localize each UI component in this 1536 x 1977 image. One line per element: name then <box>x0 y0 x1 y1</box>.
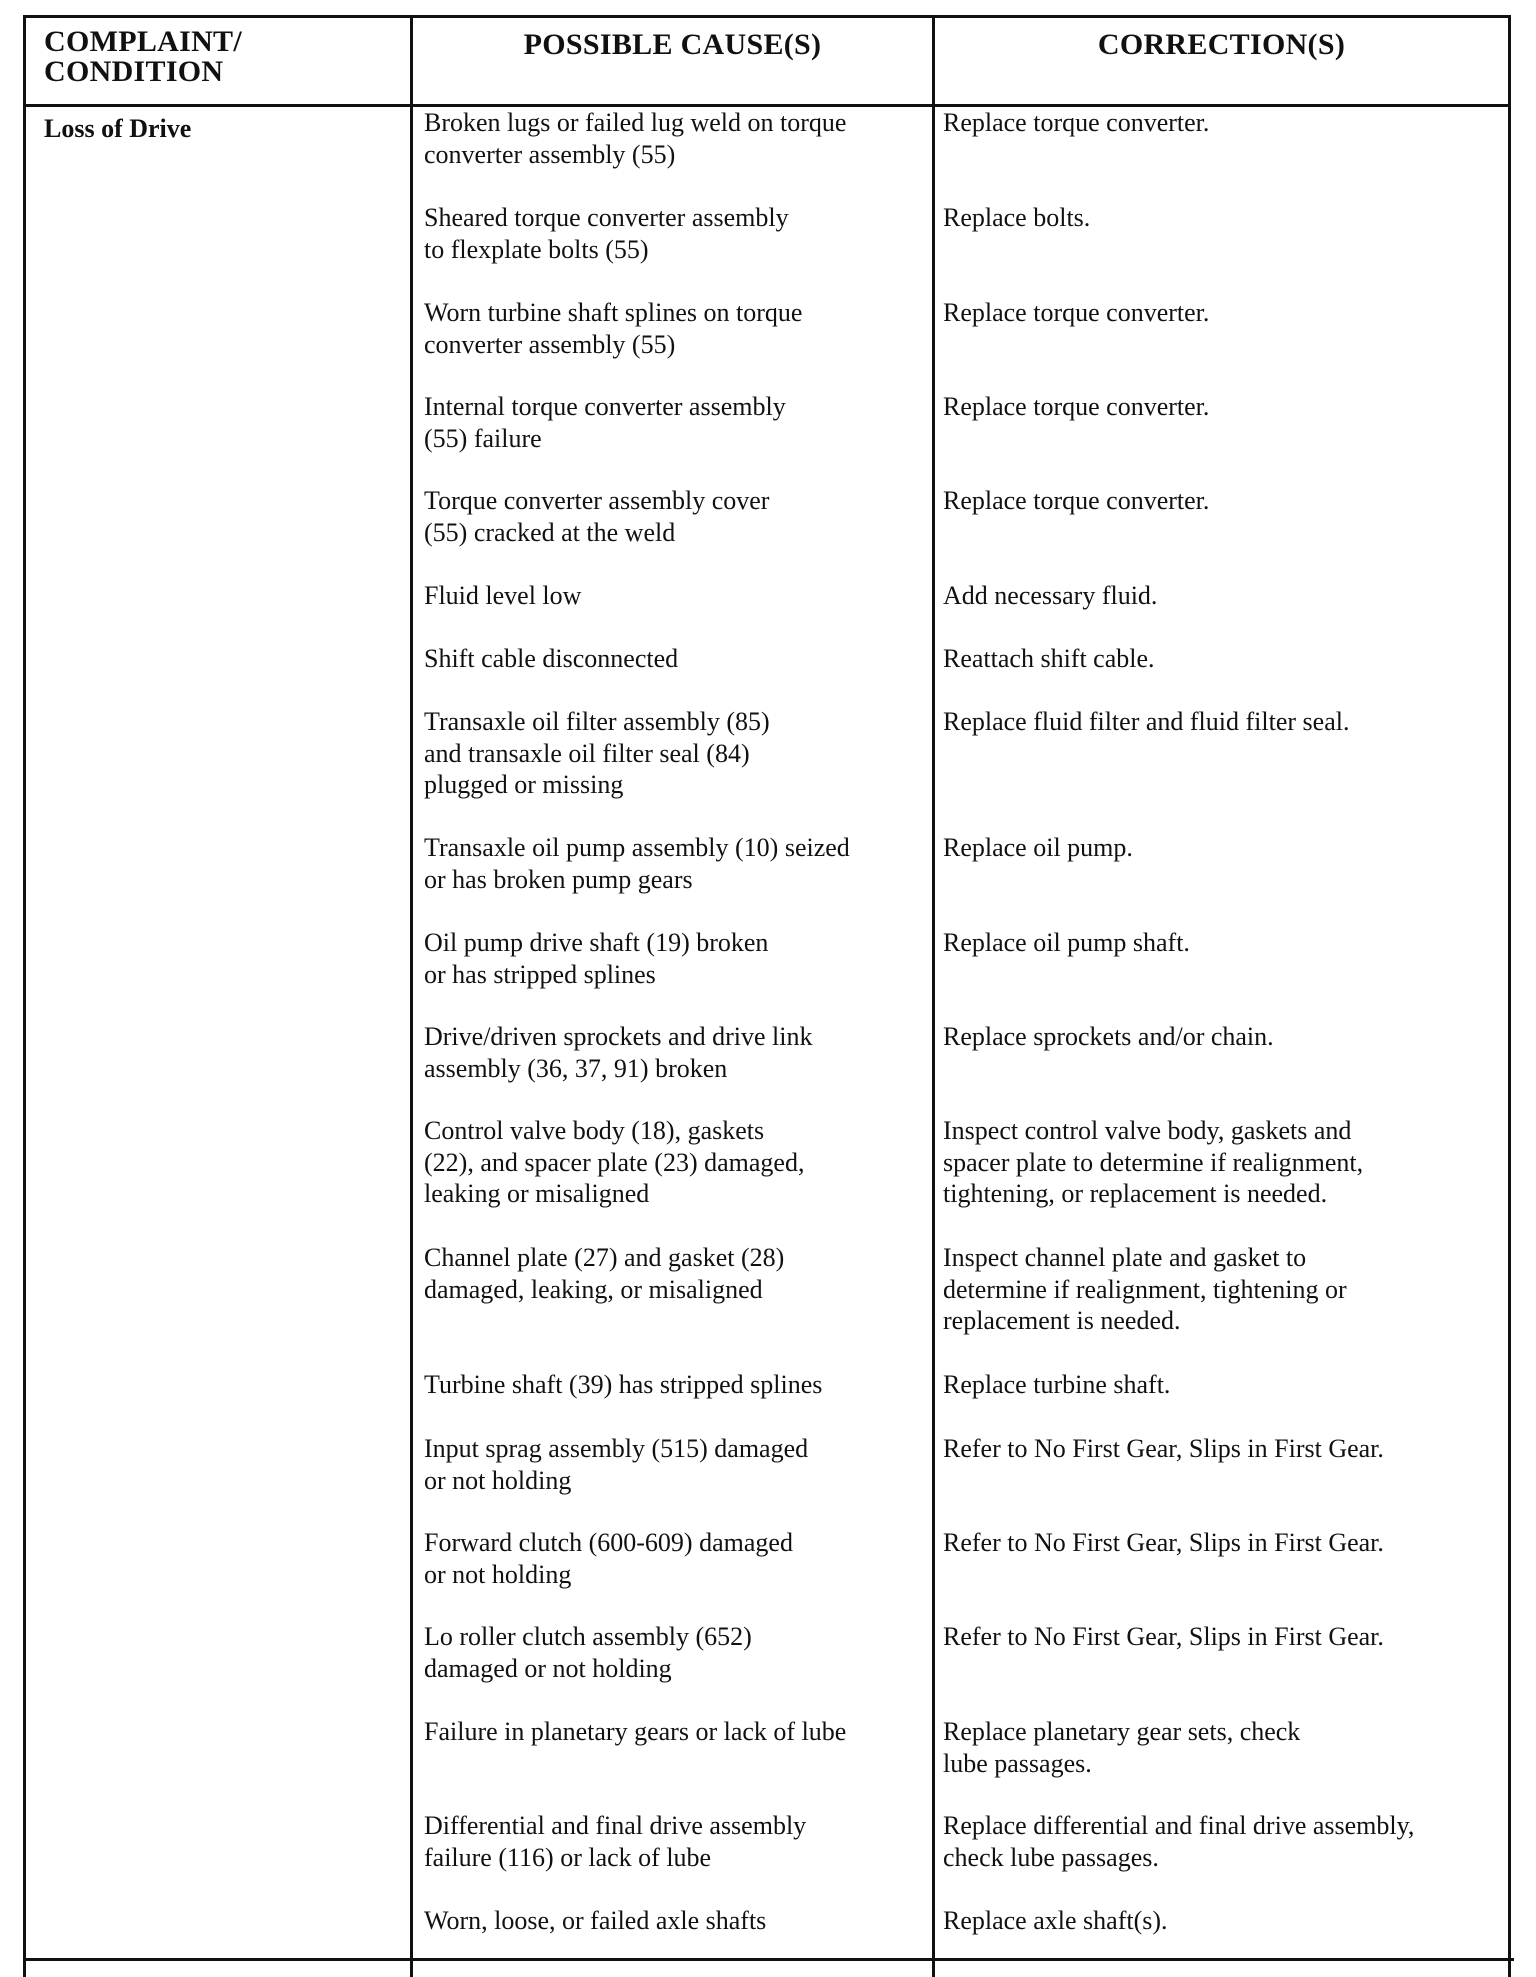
cause-cell: Transaxle oil filter assembly (85) and transaxle oil filter seal (84) plugged or missing <box>424 707 770 799</box>
cause-cell: Broken lugs or failed lug weld on torque converter assembly (55) <box>424 108 847 169</box>
header-condition-line: CONDITION <box>44 55 224 88</box>
cause-cell: Worn, loose, or failed axle shafts <box>424 1906 767 1935</box>
cause-cell: Failure in planetary gears or lack of lube <box>424 1717 847 1746</box>
correction-cell: Refer to No First Gear, Slips in First Gear. <box>943 1622 1384 1651</box>
cause-cell: Lo roller clutch assembly (652) damaged or not holding <box>424 1622 752 1683</box>
cause-cell: Drive/driven sprockets and drive link assembly (36, 37, 91) broken <box>424 1022 813 1083</box>
cause-cell: Sheared torque converter assembly to flexplate bolts (55) <box>424 203 789 264</box>
cause-cell: Shift cable disconnected <box>424 644 679 673</box>
correction-cell: Replace torque converter. <box>943 392 1210 421</box>
header-complaint-line: COMPLAINT/ <box>44 25 242 58</box>
column-divider <box>932 18 935 1977</box>
correction-cell: Refer to No First Gear, Slips in First Gear. <box>943 1434 1384 1463</box>
header-corrections: CORRECTION(S) <box>1097 28 1346 61</box>
column-divider <box>410 18 413 1977</box>
correction-cell: Inspect channel plate and gasket to determine if realignment, tightening or replacement is needed. <box>943 1243 1347 1335</box>
correction-cell: Refer to No First Gear, Slips in First Gear. <box>943 1528 1384 1557</box>
cause-cell: Internal torque converter assembly (55) failure <box>424 392 786 453</box>
cause-cell: Transaxle oil pump assembly (10) seized or has broken pump gears <box>424 833 850 894</box>
correction-cell: Replace differential and final drive assembly, check lube passages. <box>943 1811 1415 1872</box>
correction-cell: Replace turbine shaft. <box>943 1370 1171 1399</box>
correction-cell: Replace bolts. <box>943 203 1091 232</box>
correction-cell: Replace torque converter. <box>943 486 1210 515</box>
correction-cell: Replace torque converter. <box>943 108 1210 137</box>
correction-cell: Replace sprockets and/or chain. <box>943 1022 1274 1051</box>
table-header <box>26 18 1508 107</box>
cause-cell: Torque converter assembly cover (55) cracked at the weld <box>424 486 770 547</box>
header-complaint-condition <box>44 27 404 113</box>
cause-cell: Turbine shaft (39) has stripped splines <box>424 1370 823 1399</box>
cause-cell: Control valve body (18), gaskets (22), and spacer plate (23) damaged, leaking or misaligned <box>424 1116 805 1208</box>
cause-cell: Channel plate (27) and gasket (28) damaged, leaking, or misaligned <box>424 1243 785 1304</box>
cause-cell: Worn turbine shaft splines on torque converter assembly (55) <box>424 298 803 359</box>
correction-cell: Add necessary fluid. <box>943 581 1158 610</box>
correction-cell: Replace planetary gear sets, check lube passages. <box>943 1717 1301 1778</box>
cause-cell: Input sprag assembly (515) damaged or not holding <box>424 1434 809 1495</box>
cause-cell: Oil pump drive shaft (19) broken or has stripped splines <box>424 928 769 989</box>
troubleshooting-table <box>23 15 1511 1977</box>
correction-cell: Replace fluid filter and fluid filter seal. <box>943 707 1350 736</box>
condition-label: Loss of Drive <box>44 114 192 143</box>
cause-cell: Differential and final drive assembly failure (116) or lack of lube <box>424 1811 807 1872</box>
cause-cell: Fluid level low <box>424 581 582 610</box>
header-possible-causes: POSSIBLE CAUSE(S) <box>523 28 822 61</box>
correction-cell: Replace oil pump shaft. <box>943 928 1190 957</box>
correction-cell: Replace axle shaft(s). <box>943 1906 1168 1935</box>
correction-cell: Reattach shift cable. <box>943 644 1155 673</box>
correction-cell: Replace oil pump. <box>943 833 1133 862</box>
correction-cell: Replace torque converter. <box>943 298 1210 327</box>
correction-cell: Inspect control valve body, gaskets and spacer plate to determine if realignment, tightening, or replacement is needed. <box>943 1116 1364 1208</box>
bottom-rule <box>23 1958 1514 1961</box>
cause-cell: Forward clutch (600-609) damaged or not holding <box>424 1528 793 1589</box>
